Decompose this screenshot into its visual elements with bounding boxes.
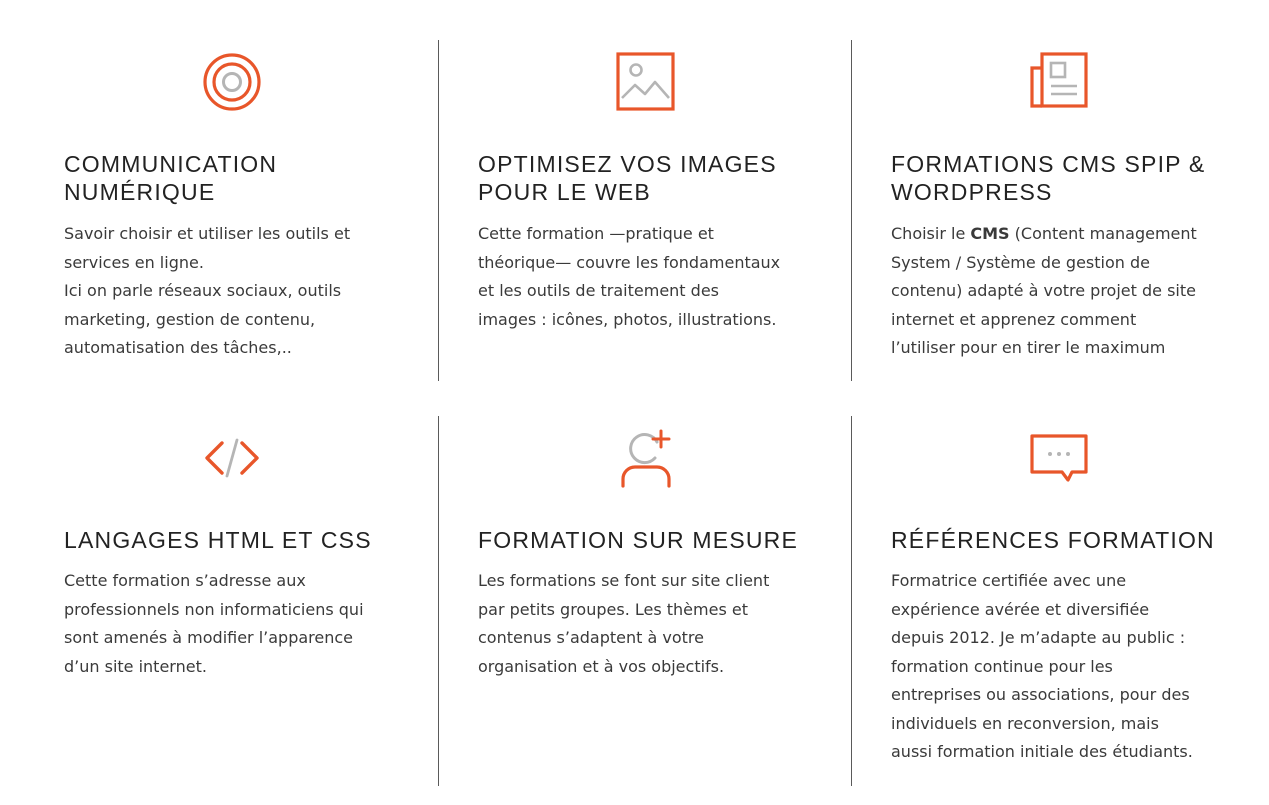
card-title: RÉFÉRENCES FORMATION (891, 527, 1215, 553)
card-description: Choisir le CMS (Content management System / Système de gestion de contenu) adapté à votre projet de site internet et apprenez comment l’utiliser pour en tirer le maximum (891, 224, 1197, 357)
column-divider (851, 40, 852, 381)
card-title: OPTIMISEZ VOS IMAGES POUR LE WEB (478, 151, 777, 205)
card-title: LANGAGES HTML ET CSS (64, 527, 372, 553)
image-icon (611, 46, 681, 116)
card-formations-cms[interactable] (891, 0, 1251, 380)
card-description: Cette formation s’adresse aux professionnels non informaticiens qui sont amenés à modifier l’apparence d’un site internet. (64, 571, 364, 676)
card-optimisez-images[interactable] (478, 0, 838, 380)
column-divider (438, 40, 439, 381)
card-description: Formatrice certifiée avec une expérience avérée et diversifiée depuis 2012. Je m’adapte au public : formation continue pour les entreprises ou associations, pour des individuels en reconversion, mais aussi formation initiale des étudiants. (891, 571, 1193, 761)
card-title: FORMATIONS CMS SPIP & WORDPRESS (891, 151, 1206, 205)
column-divider (851, 416, 852, 786)
cms-keyword: CMS (970, 224, 1010, 243)
chat-bubble-icon (1024, 422, 1094, 492)
card-description: Cette formation —pratique et théorique— couvre les fondamentaux et les outils de traitement des images : icônes, photos, illustrations. (478, 224, 781, 329)
card-communication-numerique[interactable] (64, 0, 424, 380)
code-icon (197, 422, 267, 492)
card-title: COMMUNICATION NUMÉRIQUE (64, 151, 278, 205)
target-icon (197, 46, 267, 116)
card-title: FORMATION SUR MESURE (478, 527, 799, 553)
column-divider (438, 416, 439, 786)
add-user-icon (611, 422, 681, 492)
card-description: Les formations se font sur site client par petits groupes. Les thèmes et contenus s’adaptent à votre organisation et à vos objectifs. (478, 571, 770, 676)
card-description: Savoir choisir et utiliser les outils et services en ligne. Ici on parle réseaux sociaux, outils marketing, gestion de contenu, automatisation des tâches,.. (64, 224, 351, 357)
card-langages-html-css[interactable] (64, 400, 424, 800)
card-references-formation[interactable] (891, 400, 1251, 800)
card-formation-sur-mesure[interactable] (478, 400, 838, 800)
newspaper-icon (1024, 46, 1094, 116)
